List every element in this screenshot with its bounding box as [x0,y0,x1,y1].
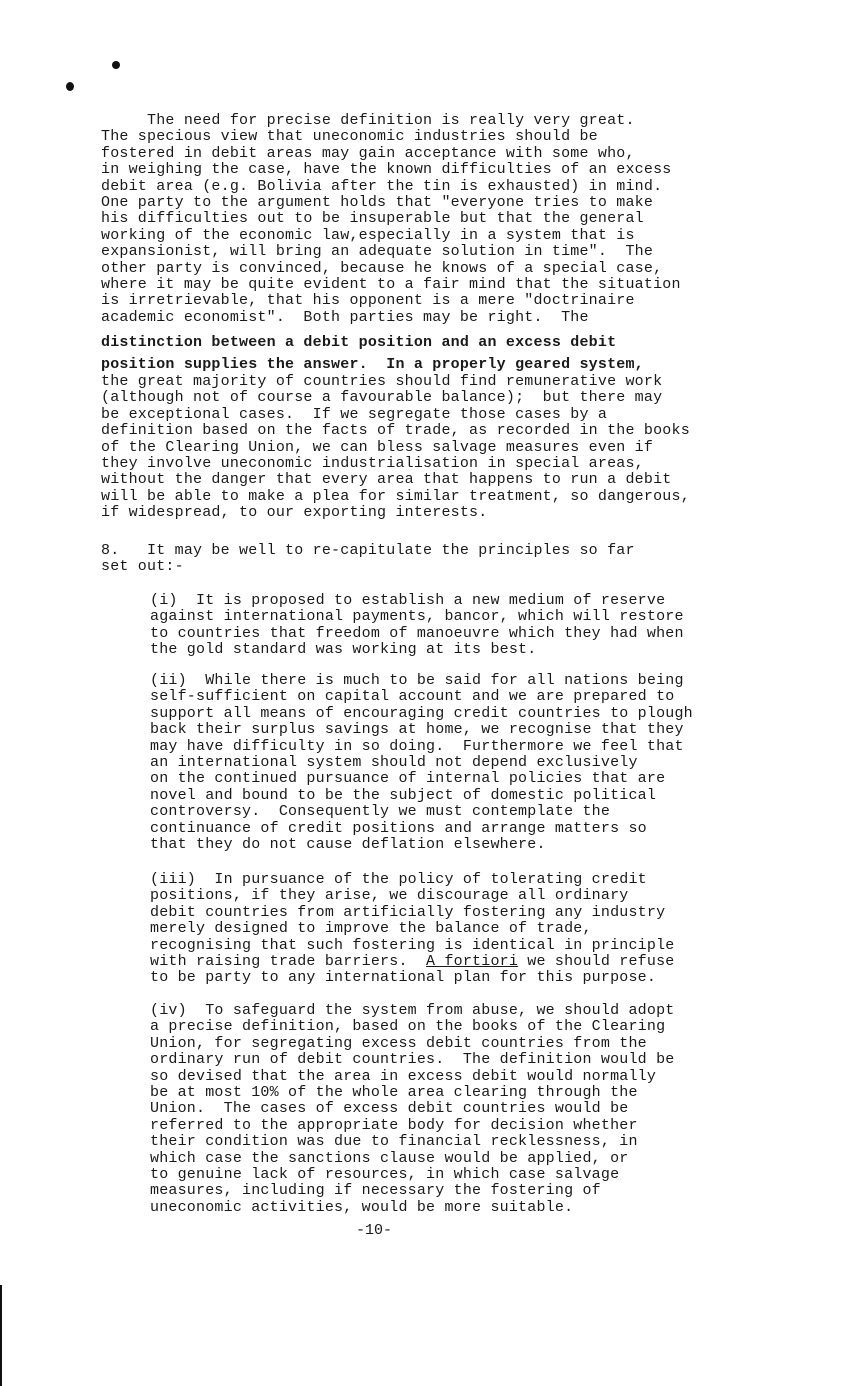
text-line: The specious view that uneconomic industries should be [101,128,598,146]
text-line: novel and bound to be the subject of domestic political [150,786,657,804]
text-line: (iii) In pursuance of the policy of tolerating credit [150,871,647,888]
text-line: The need for precise definition is really very great. [101,112,635,129]
text-line: may have difficulty in so doing. Furthermore we feel that [150,737,684,755]
text-line: debit area (e.g. Bolivia after the tin is exhausted) in mind. [101,177,663,195]
text-line: Union. The cases of excess debit countries would be [150,1100,629,1118]
text-line: without the danger that every area that happens to run a debit [101,471,672,489]
text-line: ordinary run of debit countries. The definition would be [150,1051,675,1069]
text-line: they involve uneconomic industrialisation in special areas, [101,455,644,473]
text-line: debit countries from artificially fostering any industry [150,903,666,921]
principle-iii [150,872,675,987]
paragraph-7-continued [101,374,690,522]
text-line: back their surplus savings at home, we recognise that they [150,721,684,739]
text-line: (iv) To safeguard the system from abuse, we should adopt [150,1002,675,1019]
text-line: merely designed to improve the balance of trade, [150,920,592,938]
text-line: referred to the appropriate body for decision whether [150,1116,638,1134]
text-line: a precise definition, based on the books of the Clearing [150,1018,666,1036]
scan-edge-line [0,1285,2,1386]
text-run: we should refuse [518,953,675,971]
text-line: One party to the argument holds that "everyone tries to make [101,194,654,212]
text-line: (i) It is proposed to establish a new medium of reserve [150,592,666,609]
text-line: continuance of credit positions and arrange matters so [150,819,647,837]
text-line: his difficulties out to be insuperable but that the general [101,210,644,228]
paragraph-8 [101,543,635,576]
principle-i [150,593,684,659]
text-line: other party is convinced, because he knows of a special case, [101,259,663,277]
text-line: measures, including if necessary the fostering of [150,1182,601,1200]
text-line: definition based on the facts of trade, as recorded in the books [101,422,690,440]
latin-phrase: A fortiori [426,953,519,971]
page-number: -10- [356,1222,393,1239]
punch-hole-mark [66,82,74,91]
text-line: position supplies the answer. In a properly geared system, [101,356,644,373]
text-line: that they do not cause deflation elsewhere. [150,836,546,854]
text-line: working of the economic law,especially in a system that is [101,226,635,244]
text-line: academic economist". Both parties may be right. The [101,308,589,326]
text-line: recognising that such fostering is identical in principle [150,936,675,954]
text-line: be exceptional cases. If we segregate those cases by a [101,405,608,423]
text-line: fostered in debit areas may gain acceptance with some who, [101,144,635,162]
text-line: will be able to make a plea for similar treatment, so dangerous, [101,487,690,505]
text-line: their condition was due to financial recklessness, in [150,1133,638,1151]
text-line: where it may be quite evident to a fair mind that the situation [101,276,681,294]
text-line: is irretrievable, that his opponent is a mere "doctrinaire [101,292,635,310]
text-line: positions, if they arise, we discourage all ordinary [150,887,629,905]
text-line: against international payments, bancor, which will restore [150,608,684,626]
text-line: on the continued pursuance of internal policies that are [150,770,666,788]
text-line: the gold standard was working at its best. [150,641,537,659]
text-line: (ii) While there is much to be said for all nations being [150,672,684,689]
text-line: the great majority of countries should find remunerative work [101,373,663,390]
text-line: uneconomic activities, would be more suitable. [150,1198,574,1216]
text-line: be at most 10% of the whole area clearing through the [150,1084,638,1102]
text-run: with raising trade barriers. [150,953,427,971]
text-line: so devised that the area in excess debit would normally [150,1067,657,1085]
text-line: an international system should not depend exclusively [150,754,638,772]
text-line: Union, for segregating excess debit countries from the [150,1034,647,1052]
punch-hole-mark [112,61,120,69]
text-line: to be party to any international plan for this purpose. [150,969,657,987]
text-line: in weighing the case, have the known difficulties of an excess [101,161,672,179]
text-line: which case the sanctions clause would be applied, or [150,1149,629,1167]
text-line: of the Clearing Union, we can bless salvage measures even if [101,438,654,456]
text-line: self-sufficient on capital account and we are prepared to [150,688,675,706]
text-line: distinction between a debit position and an excess debit [101,334,617,351]
text-line: if widespread, to our exporting interests. [101,504,488,522]
text-line: expansionist, will bring an adequate solution in time". The [101,243,654,261]
text-line: set out:- [101,558,184,576]
text-line: to genuine lack of resources, in which case salvage [150,1166,620,1184]
text-line [150,954,675,970]
text-line: (although not of course a favourable balance); but there may [101,389,663,407]
text-line: to countries that freedom of manoeuvre which they had when [150,624,684,642]
text-line: support all means of encouraging credit countries to plough [150,704,693,722]
paragraph-7 [101,113,681,326]
principle-iv [150,1003,674,1216]
text-line: 8. It may be well to re-capitulate the principles so far [101,542,635,559]
principle-ii [150,673,693,853]
paragraph-7-emphasis [101,332,644,376]
text-line: controversy. Consequently we must contemplate the [150,803,611,821]
